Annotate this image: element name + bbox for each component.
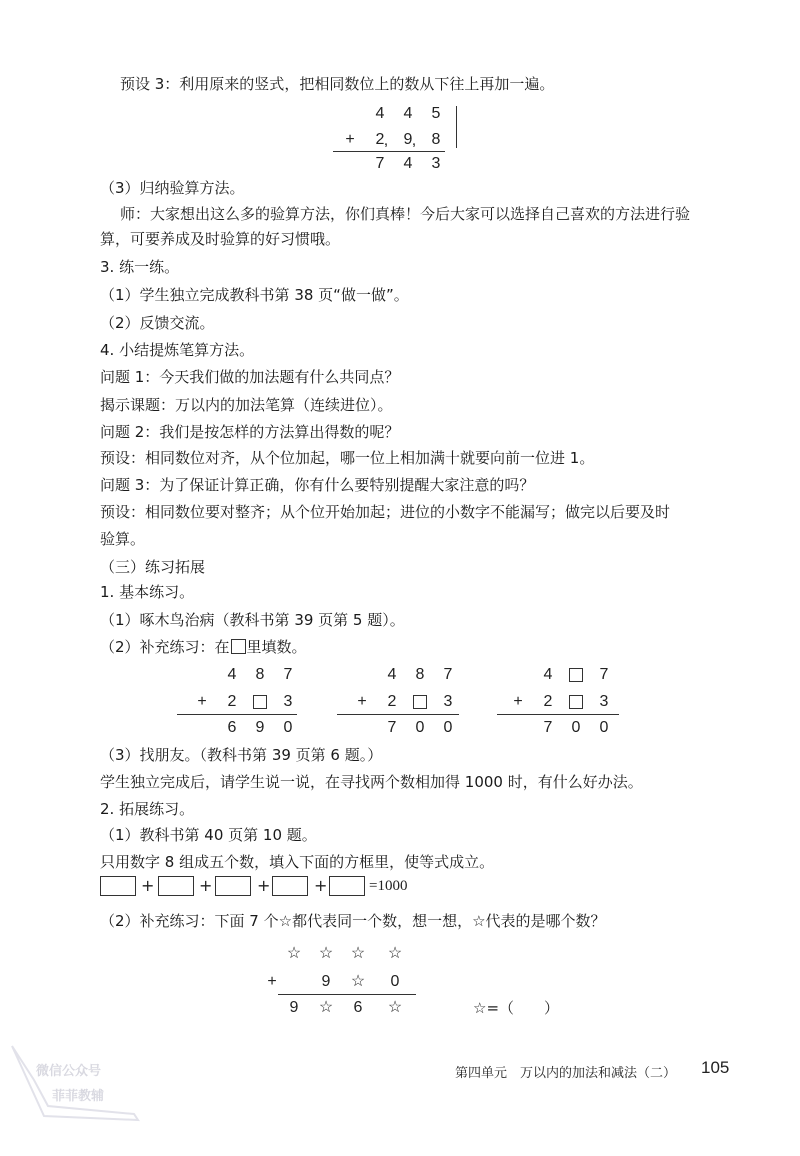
result-digit: 6 (227, 719, 237, 736)
result-digit: 0 (571, 719, 581, 736)
plus-sign: + (257, 876, 271, 895)
paragraph: 问题 1：今天我们做的加法题有什么共同点？ (100, 368, 400, 386)
paragraph: （2）补充练习：下面 7 个☆都代表同一个数，想一想，☆代表的是哪个数？ (100, 912, 606, 930)
sum-line (497, 714, 619, 715)
check-arrow-line (456, 106, 457, 148)
answer-box (272, 876, 308, 896)
chapter-footer: 第四单元 万以内的加法和减法（二） (455, 1066, 677, 1081)
digit: 3 (283, 693, 293, 710)
plus-sign: + (357, 693, 367, 710)
paragraph: （1）学生独立完成教科书第 38 页“做一做”。 (100, 286, 409, 304)
digit: 4 (387, 666, 397, 683)
blank-box (569, 695, 583, 709)
calc1-carry-mark: , (411, 132, 417, 149)
result-digit: 9 (289, 999, 299, 1016)
section-heading: 3. 练一练。 (100, 258, 180, 276)
section-heading: 2. 拓展练习。 (100, 800, 195, 818)
answer-box (100, 876, 136, 896)
preset-3-text: 预设 3：利用原来的竖式，把相同数位上的数从下往上再加一遍。 (120, 75, 555, 93)
digit: 4 (227, 666, 237, 683)
plus-sign: + (199, 876, 213, 895)
blank-box (253, 695, 267, 709)
paragraph: （1）教科书第 40 页第 10 题。 (100, 826, 317, 844)
plus-sign: + (141, 876, 155, 895)
calc1-carry-mark: , (383, 132, 389, 149)
paragraph: （2）反馈交流。 (100, 314, 215, 332)
star-icon: ☆ (387, 999, 403, 1016)
result-digit: 0 (443, 719, 453, 736)
section-heading: 1. 基本练习。 (100, 583, 195, 601)
calc1-result-digit: 4 (403, 155, 413, 172)
result-digit: 0 (283, 719, 293, 736)
paragraph: 预设：相同数位要对整齐；从个位开始加起；进位的小数字不能漏写；做完以后要及时 (100, 503, 671, 521)
paragraph: 验算。 (100, 530, 146, 548)
paragraph: 问题 3：为了保证计算正确，你有什么要特别提醒大家注意的吗？ (100, 476, 535, 494)
calc1-digit: 5 (431, 105, 441, 122)
calc1-digit: 8 (431, 131, 441, 148)
plus-sign: + (513, 693, 523, 710)
answer-box (329, 876, 365, 896)
star-icon: ☆ (387, 945, 403, 962)
paragraph: （3）找朋友。（教科书第 39 页第 6 题。） (100, 746, 383, 764)
result-digit: 0 (599, 719, 609, 736)
watermark-line1: 微信公众号 (36, 1064, 102, 1079)
star-answer: ☆=（ ） (473, 999, 560, 1017)
paragraph: 师：大家想出这么多的验算方法，你们真棒！今后大家可以选择自己喜欢的方法进行验 (120, 205, 691, 223)
square-box-icon (231, 639, 246, 654)
paragraph: 揭示课题：万以内的加法笔算（连续进位）。 (100, 396, 393, 414)
digit: 3 (443, 693, 453, 710)
blank-box (569, 668, 583, 682)
sum-line (278, 994, 416, 995)
page-number: 105 (701, 1058, 730, 1077)
calc1-digit: 4 (375, 105, 385, 122)
star-icon: ☆ (286, 945, 302, 962)
equals-1000: =1000 (369, 878, 408, 894)
digit: 9 (321, 973, 331, 990)
plus-sign: + (267, 973, 277, 990)
result-digit: 0 (415, 719, 425, 736)
digit: 8 (255, 666, 265, 683)
pen-watermark-icon (4, 1036, 154, 1126)
section-heading: （三）练习拓展 (100, 558, 206, 576)
paragraph: 问题 2：我们是按怎样的方法算出得数的呢？ (100, 423, 400, 441)
digit: 7 (599, 666, 609, 683)
section-heading: 4. 小结提炼笔算方法。 (100, 341, 255, 359)
digit: 3 (599, 693, 609, 710)
paragraph: 算，可要养成及时验算的好习惯哦。 (100, 230, 341, 248)
plus-sign: + (314, 876, 328, 895)
answer-box (158, 876, 194, 896)
paragraph: 预设：相同数位对齐，从个位加起，哪一位上相加满十就要向前一位进 1。 (100, 449, 595, 467)
result-digit: 7 (387, 719, 397, 736)
digit: 2 (387, 693, 397, 710)
paragraph: 只用数字 8 组成五个数，填入下面的方框里，使等式成立。 (100, 853, 495, 871)
calc1-digit: 4 (403, 105, 413, 122)
digit: 7 (443, 666, 453, 683)
watermark-line2: 菲菲教辅 (52, 1089, 105, 1104)
sum-line (177, 714, 297, 715)
fill-exercise-text (100, 637, 307, 657)
plus-sign: + (197, 693, 207, 710)
calc1-plus: + (345, 131, 355, 148)
digit: 8 (415, 666, 425, 683)
digit: 2 (543, 693, 553, 710)
star-icon: ☆ (318, 999, 334, 1016)
digit: 0 (390, 973, 400, 990)
fill-exercise-label-end: 里填数。 (246, 638, 307, 656)
calc1-sum-line (333, 151, 445, 152)
calc1-result-digit: 3 (431, 155, 441, 172)
calc1-digit: 9 (403, 131, 413, 148)
blank-box (413, 695, 427, 709)
result-digit: 6 (353, 999, 363, 1016)
paragraph: （1）啄木鸟治病（教科书第 39 页第 5 题）。 (100, 611, 405, 629)
digit: 7 (283, 666, 293, 683)
result-digit: 7 (543, 719, 553, 736)
answer-box (215, 876, 251, 896)
paragraph: 学生独立完成后，请学生说一说，在寻找两个数相加得 1000 时，有什么好办法。 (100, 773, 643, 791)
star-icon: ☆ (350, 945, 366, 962)
calc1-digit: 2 (375, 131, 385, 148)
digit: 4 (543, 666, 553, 683)
step-heading: （3）归纳验算方法。 (100, 179, 245, 197)
star-icon: ☆ (350, 973, 366, 990)
calc1-result-digit: 7 (375, 155, 385, 172)
digit: 2 (227, 693, 237, 710)
fill-exercise-label: （2）补充练习：在 (100, 638, 230, 656)
result-digit: 9 (255, 719, 265, 736)
sum-line (337, 714, 459, 715)
star-icon: ☆ (318, 945, 334, 962)
